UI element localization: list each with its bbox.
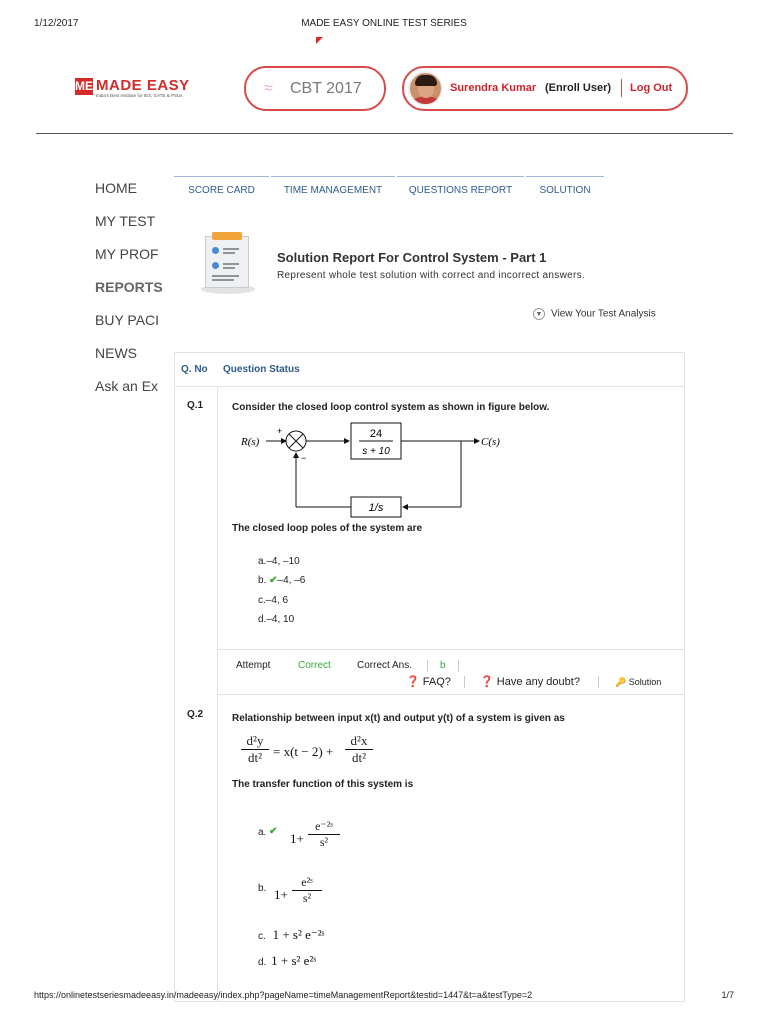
option-q1-d: d.–4, 10 <box>258 614 295 625</box>
column-header-qno: Q. No <box>181 364 208 375</box>
divider <box>621 79 622 97</box>
avatar[interactable] <box>408 71 443 106</box>
tab-time-management[interactable]: TIME MANAGEMENT <box>271 176 395 204</box>
question-number-q2: Q.2 <box>187 709 204 720</box>
logout-link[interactable]: Log Out <box>630 82 673 94</box>
attempt-label: Attempt <box>236 660 271 671</box>
question-text-q2: Relationship between input x(t) and output y(t) of a system is given as <box>232 713 565 724</box>
sidebar-item-my-profile[interactable]: MY PROF <box>95 246 159 262</box>
question-circle-icon: ❓ <box>480 676 494 688</box>
view-test-analysis-link[interactable] <box>533 308 656 320</box>
check-icon: ✔ <box>269 826 278 837</box>
question-prompt-q1: The closed loop poles of the system are <box>232 523 423 534</box>
option-q2-d: d. 1 + s² e²ˢ <box>258 953 317 968</box>
print-url: https://onlinetestseriesmadeeasy.in/madeeasy/index.php?pageName=timeManagementReport&testid=1447&t=a&testType=2 <box>34 990 533 1000</box>
option-q2-b: b. 1+ e²ˢ s² <box>258 875 378 915</box>
tab-score-card[interactable]: SCORE CARD <box>174 176 269 204</box>
option-q1-a: a.–4, –10 <box>258 556 300 567</box>
diagram-input-label: R(s) <box>241 436 260 448</box>
question-circle-icon: ❓ <box>406 676 420 688</box>
header-divider <box>36 133 733 134</box>
logo-name: MADE EASY <box>96 77 190 94</box>
sidebar-item-news[interactable]: NEWS <box>95 345 137 361</box>
user-panel <box>402 66 688 111</box>
attempt-value: Correct <box>298 660 331 671</box>
question-number-q1: Q.1 <box>187 400 204 411</box>
equation-q2: d²y dt² = x(t − 2) + d²x dt² <box>241 733 401 775</box>
option-q1-b: b. ✔–4, –6 <box>258 575 306 586</box>
correct-answer-label: Correct Ans. <box>357 660 413 671</box>
wave-icon: ≈ <box>264 80 273 97</box>
check-icon: ✔ <box>269 575 278 586</box>
view-test-analysis-label: View Your Test Analysis <box>551 308 656 320</box>
sidebar-item-reports[interactable]: REPORTS <box>95 279 163 295</box>
user-role: (Enroll User) <box>545 82 612 94</box>
have-doubt-link[interactable]: ❓ Have any doubt? <box>480 676 580 688</box>
block-diagram <box>231 419 521 519</box>
chevron-down-icon: ▼ <box>533 308 545 320</box>
logo-tagline: India's Best Institute for IES, GATE & PSUs <box>96 93 183 98</box>
tab-questions-report[interactable]: QUESTIONS REPORT <box>397 176 524 204</box>
correct-answer-value: b <box>440 660 446 671</box>
cbt-label: CBT 2017 <box>290 80 362 97</box>
sidebar-item-ask-expert[interactable]: Ask an Ex <box>95 378 159 394</box>
solution-link[interactable]: 🔑 Solution <box>615 677 662 687</box>
question-prompt-q2: The transfer function of this system is <box>232 779 414 790</box>
q1-result-bar <box>218 649 684 695</box>
option-q1-c: c.–4, 6 <box>258 595 289 606</box>
table-header <box>175 353 684 387</box>
logo-mark: ME <box>75 79 93 93</box>
sidebar-item-buy-package[interactable]: BUY PACI <box>95 312 160 328</box>
minus-sign: − <box>301 453 307 463</box>
faq-link[interactable]: ❓ FAQ? <box>406 676 451 688</box>
print-date: 1/12/2017 <box>34 18 79 29</box>
print-page-number: 1/7 <box>721 990 734 1000</box>
question-table <box>174 352 685 1002</box>
forward-denominator: s + 10 <box>362 446 390 457</box>
forward-numerator: 24 <box>369 428 383 440</box>
option-q2-c: c. 1 + s² e⁻²ˢ <box>258 927 325 942</box>
report-tabs <box>174 176 604 206</box>
column-header-status: Question Status <box>223 364 300 375</box>
option-q2-a: a. ✔ 1+ e⁻²ˢ s² <box>258 819 378 859</box>
diagram-output-label: C(s) <box>481 436 500 448</box>
feedback-label: 1/s <box>368 502 384 514</box>
cbt-button[interactable] <box>244 66 386 111</box>
page-subtitle: Represent whole test solution with correct and incorrect answers. <box>277 270 585 281</box>
made-easy-logo[interactable] <box>75 78 195 100</box>
page-title: Solution Report For Control System - Part 1 <box>277 250 547 265</box>
key-icon: 🔑 <box>615 677 627 687</box>
sidebar-item-home[interactable]: HOME <box>95 180 137 196</box>
sidebar-item-my-test[interactable]: MY TEST <box>95 213 156 229</box>
tab-solution[interactable]: SOLUTION <box>526 176 604 204</box>
plus-sign: + <box>277 426 283 436</box>
report-document-icon <box>199 232 254 294</box>
print-title: MADE EASY ONLINE TEST SERIES <box>301 18 467 29</box>
print-footer <box>34 990 734 1002</box>
print-header <box>34 18 734 32</box>
corner-marker-icon <box>316 37 323 44</box>
question-text-q1: Consider the closed loop control system as shown in figure below. <box>232 402 550 413</box>
user-name[interactable]: Surendra Kumar <box>450 82 537 94</box>
